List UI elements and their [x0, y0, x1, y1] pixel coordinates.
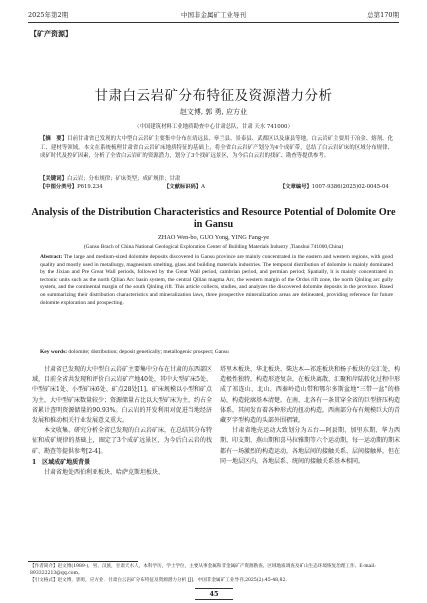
abstract-en-text: The large and medium-sized dolomite deposits discovered in Gansu province are mainly concentrated in the eastern and western regions, with good quality and mostly used in metallurgy, magnesium smelting, glass and building materials industries. The temporal distribution of dolomite is mainly dominated by the Jixian and Pre Great Wall periods, followed by the Great Wall period, cambrian period, and permian period; Spatially, it is mainly concentrated in tectonic units such as the north Qilian Arc basin system, the central Qilian magma Arc, the western margin of the Ordos rift zone, the north Qinling arc gully system, and the continental margin of the south Qinling rift. This article collects, studies, and analyzes the discovered dolomite deposits in the province. Based on summarizing their distribution characteristics and mineralization laws, three prospective mineralization areas are delineated, providing reference for future dolomite exploration and prospecting.	[40, 254, 393, 306]
article-meta	[40, 183, 393, 192]
running-header	[28, 8, 399, 20]
article-title-cn: 甘肃白云岩矿分布特征及资源潜力分析	[94, 88, 333, 104]
keywords-cn-label: 【关键词】	[40, 176, 67, 182]
body-paragraph: 本文收集、研究分析全省已发现的白云岩矿床，在总结其分布特征和成矿规律的基础上，圈定了3个成矿远景区，为今后白云岩的找矿、勘查等提供参考[2-4]。	[32, 427, 213, 455]
authors-en: ZHAO Wen-bo, GUO Yong, YING Fang-ye	[157, 234, 270, 241]
column-tag: 【矿产资源】	[30, 29, 72, 38]
abstract-en-label: Abstract:	[40, 254, 63, 260]
abstract-cn-text: 目前甘肃省已发现的大中型白云岩矿主要集中分布在靖远县、皋兰县、景泰县、武都区以及康县等地，白云岩矿主要用于冶金、熔剂、化工、建材等领域。本文在系统梳理甘肃省白云岩矿床地质特征的基础上，将全省白云岩矿产划分为4个成矿带，总结了白云岩矿床的区域分布规律、成矿时代及控矿因素，分析了全省白云岩矿的资源潜力，划分了3个找矿远景区，为今后白云岩的找矿、勘查等提供参考。	[40, 136, 393, 160]
citation-format: 【引文格式】赵文博，郭勇，应方业．甘肃白云岩矿分布特征及资源潜力分析 [J]．中国非金属矿工业导刊,2025(2):45-48,82.	[30, 577, 287, 583]
section-heading: 1 区域成矿地质背景	[32, 458, 91, 466]
total-issue-label: 总第170期	[367, 11, 399, 19]
keywords-en	[40, 349, 393, 355]
doc-code-field	[164, 183, 205, 192]
clc-value: P619.234	[77, 184, 103, 190]
affiliation-cn: （中国建筑材料工业地质勘查中心甘肃总队，甘肃 天水 741000）	[134, 124, 293, 130]
clc-field	[40, 183, 103, 192]
keywords-en-label: Key words:	[40, 349, 68, 355]
authors-cn: 赵文博, 郭 勇, 应方业	[179, 108, 248, 116]
footnote	[30, 564, 399, 584]
doc-code-value: A	[201, 184, 205, 190]
abstract-cn-label: 【摘 要】	[40, 136, 68, 142]
keywords-cn	[40, 174, 393, 182]
keywords-cn-text: 白云岩；分布规律；矿床类型；成矿规律；甘肃	[66, 176, 181, 182]
body-paragraph: 甘肃省地壳运动大致划分为五台—阿县期、加里东期、华力西期、印支期、燕山期和喜马拉雅期等六个运动期，每一运动期的期末都有一场激烈的构造运动，各地层间的接触关系、层间接触界，但在同一地层区内，各地层系、统间的接触关系基本相同。	[220, 427, 401, 465]
body-column-right	[220, 365, 400, 467]
page-number: 45	[195, 588, 233, 600]
journal-name: 中国非金属矿工业导刊	[181, 11, 246, 19]
affiliation-en: (Gansu Brach of China National Geological Exploration Center of Building Materials Industry ,Tianshui 741000,China)	[83, 244, 344, 250]
issue-label: 2025年第2期	[28, 11, 69, 19]
clc-label: 【中图分类号】	[40, 184, 78, 190]
body-paragraph: 甘肃省地处西伯利亚板块、哈萨克斯坦板块、	[44, 469, 165, 477]
author-bio: 【作者简介】赵文博(1989-)，男，汉族，甘肃天水人，本科学历，学士学位，主要从事金属和非金属矿产资源勘查、区域地质调查及矿山生态环境恢复治理工作。E-mail: 893322213@qq.com。	[30, 564, 376, 576]
abstract-en	[40, 254, 393, 307]
body-column-left	[32, 365, 212, 478]
article-no-value: 1007-9386(2025)02-0045-04	[311, 184, 389, 190]
doc-code-label: 【文献标识码】	[164, 184, 202, 190]
body-paragraph: 塔里木板块、华北板块、柴达木—祁连板块和杨子板块的交汇处，构造极性独特，构造形迹复杂，在板块离散、汇聚和岸陆转化过程中形成了祁连山、北山、西秦岭造山带和鄂尔多斯盆地“三带一盆”的格局，构造轮廓基本清楚。在南、北各有一条贯穿全省的巨型挤压构造体系，其间发育着各种形式的扭动构造，西南部分布有规模巨大的青藏歹字型构造的头部外围褶皱。	[220, 366, 401, 425]
abstract-cn	[40, 135, 393, 161]
article-no-field	[280, 183, 389, 192]
footnote-rule	[28, 561, 138, 562]
header-rule	[28, 22, 399, 23]
article-title-en: Analysis of the Distribution Characteristics and Resource Potential of Dolomite Ore in Gansu	[31, 207, 396, 230]
keywords-en-text: dolomite; distribution; deposit genetically; metallogenic prospect; Gansu	[68, 349, 229, 355]
article-no-label: 【文章编号】	[280, 184, 312, 190]
body-paragraph: 甘肃省已发现的大中型白云岩矿主要集中分布在甘肃的东西部区域，目前全省共发现和评价白云岩矿产地40处，其中大型矿床5处、中型矿床1处、小型矿床6处、矿点28处[1]。矿床规模以小型和矿点为主，大中型矿床数量较少；资源储量占比以大型矿床为主，约占全省累计查明资源储量的90.93%。白云岩的开发利用对促进当地经济发展和推动相关行业发展意义重大。	[32, 366, 213, 425]
